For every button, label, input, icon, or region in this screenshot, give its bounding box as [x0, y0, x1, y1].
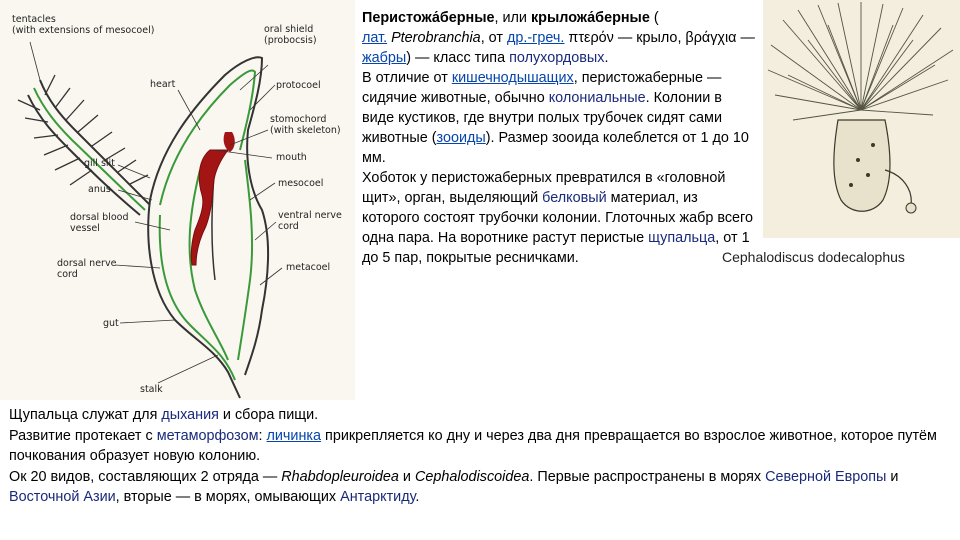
text-span: ) — класс типа: [406, 50, 510, 66]
term-colonial[interactable]: колониальные: [548, 90, 646, 106]
text-span: и сбора пищи.: [218, 407, 319, 423]
link-zooids[interactable]: зооиды: [436, 130, 486, 146]
text-span: В отличие от: [362, 70, 452, 86]
pterobranch-anatomy-drawing: [0, 0, 355, 400]
link-gills[interactable]: жабры: [362, 50, 407, 66]
text-span: Ок 20 видов, составляющих 2 отряда —: [9, 468, 282, 485]
link-ancient-greek[interactable]: др.-греч.: [506, 30, 565, 46]
term-metamorphosis[interactable]: метаморфозом: [156, 427, 259, 444]
text-span: , перистожаберные — сидячие животные, обычно: [362, 70, 722, 106]
text-span: Щупальца служат для: [9, 407, 162, 423]
label-oral-shield: oral shield (probocsis): [264, 24, 317, 46]
photo-caption: Cephalodiscus dodecalophus: [722, 249, 905, 265]
label-dorsal-nerve-cord: dorsal nerve cord: [57, 258, 117, 280]
label-ventral-nerve-cord: ventral nerve cord: [278, 210, 342, 232]
text-span: ). Размер зооида колеблется от 1 до 10 мм.: [362, 130, 749, 166]
order-name-2: Cephalodiscoidea: [414, 468, 530, 485]
label-heart: heart: [150, 79, 176, 90]
text-span: . Первые распространены в морях: [529, 468, 766, 485]
term-northern-europe[interactable]: Северной Европы: [765, 468, 887, 485]
label-anus: anus: [88, 184, 111, 195]
text-span: .: [604, 50, 609, 66]
text-span: , вторые — в морях, омывающих: [115, 489, 341, 505]
article-text: [362, 8, 757, 268]
latin-name: Pterobranchia: [387, 30, 481, 46]
label-mesocoel: mesocoel: [278, 178, 324, 189]
label-gill-slit: gill slit: [84, 158, 115, 169]
text-span: , от: [480, 30, 507, 46]
bottom-text: [9, 405, 959, 508]
label-mouth: mouth: [276, 152, 307, 163]
text-span: (: [649, 10, 659, 26]
term-protein[interactable]: белковый: [542, 190, 607, 206]
text-span: . Колонии в виде кустиков, где внутри полых трубочек сидят сами животные (: [362, 90, 722, 146]
label-tentacles: tentacles (with extensions of mesocoel): [12, 14, 155, 36]
label-metacoel: metacoel: [286, 262, 331, 273]
term-breathing[interactable]: дыхания: [161, 407, 219, 423]
term-antarctica[interactable]: Антарктиду: [340, 489, 416, 505]
order-name-1: Rhabdopleuroidea: [281, 468, 399, 485]
text-span: Хоботок у перистожаберных превратился в «головной щит», орган, выделяющий: [362, 170, 726, 206]
label-gut: gut: [103, 318, 119, 329]
cephalodiscus-photo: [763, 0, 960, 238]
text-span: .: [415, 489, 420, 505]
label-protocoel: protocoel: [276, 80, 321, 91]
term-east-asia[interactable]: Восточной Азии: [9, 489, 116, 505]
text-span: Развитие протекает с: [9, 427, 157, 444]
term-hemichordates[interactable]: полухордовых: [509, 50, 605, 66]
title-separator: , или: [494, 10, 531, 26]
cephalodiscus-drawing: [763, 0, 960, 238]
label-stomochord: stomochord (with skeleton): [270, 114, 341, 136]
link-larva[interactable]: личинка: [266, 427, 322, 444]
label-stalk: stalk: [140, 384, 163, 395]
greek-words: πτερόν — крыло, βράγχια —: [564, 30, 755, 46]
term-tentacles[interactable]: щупальца: [648, 230, 716, 246]
text-span: и: [398, 468, 415, 485]
text-span: :: [258, 427, 267, 444]
article-title-1: Перистожа́берные: [362, 10, 495, 26]
text-span: прикрепляется ко дну и через два дня превращается во взрослое животное, которое путём почкования образует новую колонию.: [9, 427, 937, 464]
link-latin[interactable]: лат.: [362, 30, 388, 46]
anatomy-diagram: [0, 0, 355, 400]
label-dorsal-blood-vessel: dorsal blood vessel: [70, 212, 129, 234]
text-span: материал, из которого состоят трубочки колонии. Глоточных жабр всего одна пара. На воротнике растут перистые: [362, 190, 753, 246]
text-span: и: [886, 468, 899, 485]
text-span: , от 1 до 5 пар, покрытые ресничками.: [362, 230, 750, 266]
article-title-2: крыложа́берные: [530, 10, 650, 26]
link-enteropneusts[interactable]: кишечнодышащих: [451, 70, 574, 86]
